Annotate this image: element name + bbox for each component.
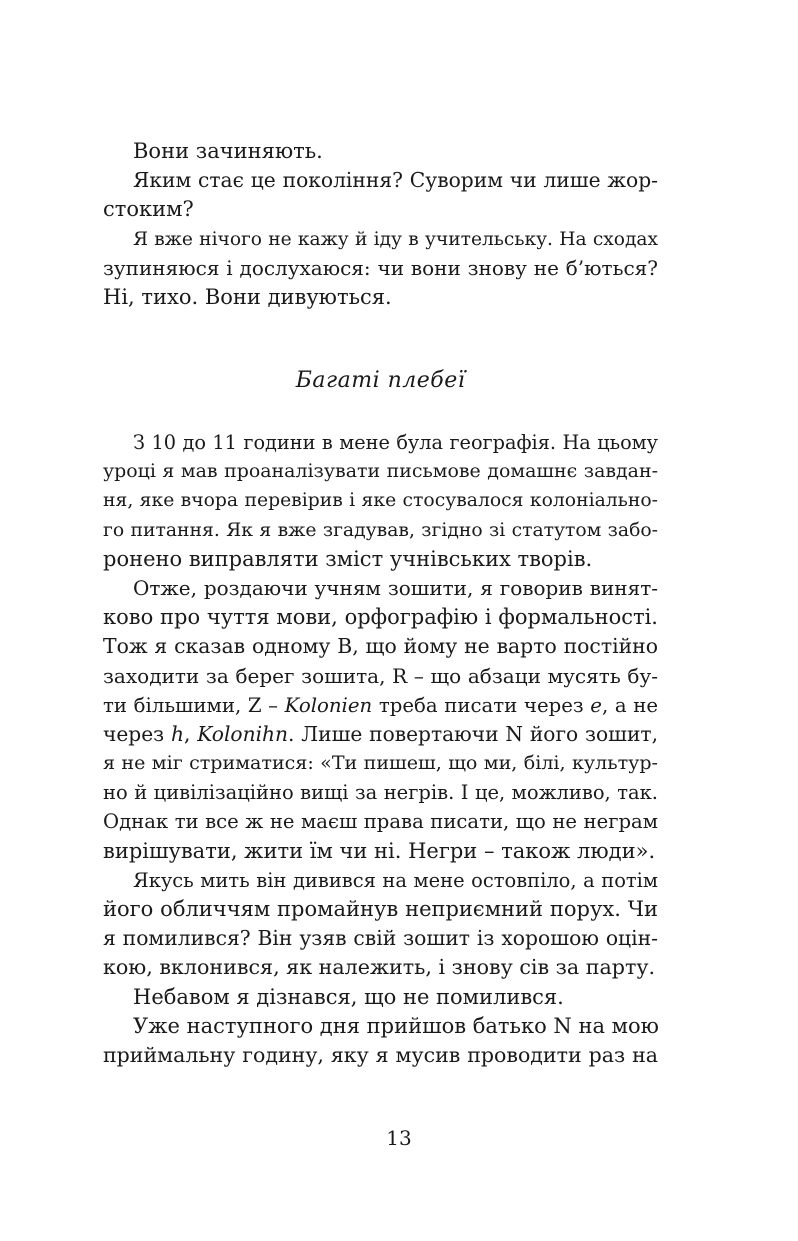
text-segment: треба писати через: [372, 693, 591, 717]
text-segment: , а не: [601, 693, 658, 717]
text-line: Якусь мить він дивився на мене остовпіло, а потім: [133, 868, 658, 892]
text-line: його обличчям промайнув неприємний порух. Чи: [103, 897, 658, 921]
italic-word: h: [171, 721, 185, 746]
text-line: уроці я мав проаналізувати письмове домашнє завдан-: [103, 460, 658, 483]
text-line: [103, 720, 658, 749]
text-segment: . Лише повертаючи N його зошит,: [288, 721, 658, 746]
text-segment: ,: [184, 721, 198, 746]
text-line: Я вже нічого не кажу й іду в учительську. На сходах: [133, 228, 658, 250]
text-line: стоким?: [103, 197, 194, 222]
text-line: Тож я сказав одному B, що йому не варто постійно: [103, 634, 658, 659]
text-segment: через: [103, 721, 171, 746]
text-line: вирішувати, жити їм чи ні. Негри – також люди».: [103, 838, 656, 863]
text-line: Яким стає це покоління? Суворим чи лише жор-: [133, 168, 658, 193]
text-line: приймальну годину, яку я мусив проводити раз на: [103, 1042, 658, 1067]
text-line: зупиняюся і дослухаюся: чи вони знову не б’ються?: [103, 255, 658, 280]
text-line: я помилився? Він узяв свій зошит із хорошою оцін-: [103, 926, 658, 951]
text-segment: ти більшими, Z –: [103, 693, 285, 717]
text-line: го питання. Як я вже згадував, згідно зі статутом забо-: [103, 519, 658, 541]
text-line: заходити за берег зошита, R – що абзаци мусять бу-: [103, 663, 658, 688]
section-heading: Багаті плебеї: [295, 368, 466, 393]
italic-word: e: [590, 693, 602, 717]
top-section: [103, 137, 658, 312]
text-line: но й цивілізаційно вищі за негрів. І це, можливо, так.: [103, 781, 658, 805]
text-line: [103, 691, 658, 720]
text-line: кою, вклонився, як належить, і знову сів за парту.: [103, 955, 656, 980]
text-line: Вони зачиняють.: [133, 139, 323, 163]
italic-word: Kolonihn: [197, 721, 289, 746]
text-line: Уже наступного дня прийшов батько N на мою: [133, 1013, 659, 1038]
text-line: Однак ти все ж не маєш права писати, що не неграм: [103, 810, 658, 834]
text-line: ронено виправляти зміст учнівських творів.: [103, 546, 593, 571]
main-section: [103, 428, 658, 1070]
text-line: Отже, роздаючи учням зошити, я говорив винят-: [133, 575, 658, 600]
text-line: ково про чуття мови, орфографію і формальності.: [103, 605, 658, 630]
text-line: Небавом я дізнався, що не помилився.: [133, 984, 564, 1009]
text-line: я не міг стриматися: «Ти пишеш, що ми, білі, культур-: [103, 752, 658, 775]
text-line: ня, яке вчора перевірив і яке стосувалося колоніально-: [103, 490, 658, 512]
text-line: З 10 до 11 години в мене була географія. На цьому: [133, 431, 658, 454]
text-line: Ні, тихо. Вони дивуються.: [103, 284, 392, 309]
italic-word: Kolonien: [284, 693, 373, 717]
page-number: 13: [386, 1126, 412, 1150]
